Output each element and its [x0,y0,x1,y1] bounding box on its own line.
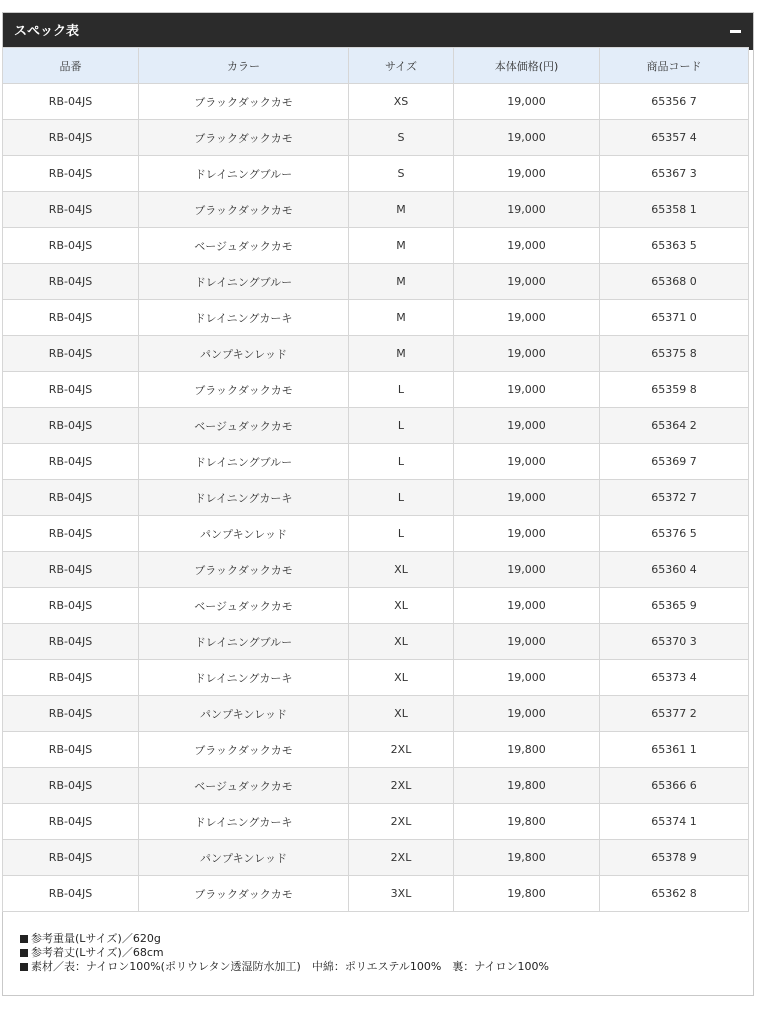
cell-price: 19,000 [454,696,600,732]
cell-size: L [349,408,454,444]
cell-size: 2XL [349,732,454,768]
bullet-square-icon [20,963,28,971]
cell-product-code: 65361 1 [600,732,749,768]
table-row [3,156,749,192]
cell-product-code: 65367 3 [600,156,749,192]
cell-size: XL [349,552,454,588]
cell-price: 19,000 [454,624,600,660]
cell-price: 19,000 [454,588,600,624]
cell-part-number: RB-04JS [3,876,139,912]
cell-part-number: RB-04JS [3,516,139,552]
table-row [3,228,749,264]
cell-color: ブラックダックカモ [139,732,349,768]
panel-header [3,13,753,50]
cell-part-number: RB-04JS [3,624,139,660]
cell-size: XL [349,588,454,624]
cell-part-number: RB-04JS [3,588,139,624]
cell-part-number: RB-04JS [3,192,139,228]
cell-part-number: RB-04JS [3,84,139,120]
cell-product-code: 65377 2 [600,696,749,732]
cell-size: M [349,336,454,372]
minus-icon[interactable] [730,30,741,33]
cell-color: ベージュダックカモ [139,408,349,444]
cell-product-code: 65375 8 [600,336,749,372]
cell-part-number: RB-04JS [3,156,139,192]
cell-size: XL [349,624,454,660]
cell-price: 19,000 [454,408,600,444]
cell-color: ブラックダックカモ [139,192,349,228]
cell-product-code: 65368 0 [600,264,749,300]
note-weight: 参考重量(Lサイズ)／620g [20,932,549,946]
cell-part-number: RB-04JS [3,444,139,480]
cell-product-code: 65363 5 [600,228,749,264]
cell-product-code: 65360 4 [600,552,749,588]
spec-notes [20,932,549,974]
cell-part-number: RB-04JS [3,804,139,840]
cell-size: L [349,444,454,480]
cell-price: 19,000 [454,156,600,192]
spec-table-wrap [2,47,748,912]
cell-color: ドレイニングブルー [139,624,349,660]
table-row [3,84,749,120]
cell-part-number: RB-04JS [3,768,139,804]
cell-price: 19,000 [454,372,600,408]
cell-product-code: 65376 5 [600,516,749,552]
cell-price: 19,000 [454,444,600,480]
cell-price: 19,000 [454,300,600,336]
cell-product-code: 65357 4 [600,120,749,156]
cell-color: ベージュダックカモ [139,228,349,264]
table-row [3,876,749,912]
table-row [3,120,749,156]
cell-color: ブラックダックカモ [139,120,349,156]
cell-color: ドレイニングカーキ [139,660,349,696]
cell-size: M [349,300,454,336]
cell-product-code: 65364 2 [600,408,749,444]
table-row [3,624,749,660]
table-row [3,768,749,804]
cell-part-number: RB-04JS [3,732,139,768]
table-row [3,696,749,732]
cell-color: ベージュダックカモ [139,588,349,624]
cell-size: L [349,480,454,516]
cell-size: 2XL [349,804,454,840]
cell-product-code: 65366 6 [600,768,749,804]
table-body [3,84,749,912]
panel-title: スペック表 [14,24,80,39]
table-row [3,336,749,372]
header-product-code: 商品コード [600,48,749,84]
header-part-number: 品番 [3,48,139,84]
cell-size: S [349,156,454,192]
cell-color: ブラックダックカモ [139,552,349,588]
cell-color: ドレイニングカーキ [139,804,349,840]
cell-price: 19,800 [454,876,600,912]
cell-color: パンプキンレッド [139,336,349,372]
table-row [3,408,749,444]
cell-size: L [349,516,454,552]
table-row [3,732,749,768]
note-material: 素材／表：ナイロン100%(ポリウレタン透湿防水加工) 中綿：ポリエステル100% 裏：ナイロン100% [20,960,549,974]
table-row [3,552,749,588]
cell-part-number: RB-04JS [3,336,139,372]
cell-size: M [349,228,454,264]
cell-product-code: 65365 9 [600,588,749,624]
cell-size: XL [349,660,454,696]
table-row [3,300,749,336]
cell-product-code: 65356 7 [600,84,749,120]
cell-price: 19,800 [454,768,600,804]
cell-size: M [349,264,454,300]
cell-size: L [349,372,454,408]
cell-size: M [349,192,454,228]
cell-part-number: RB-04JS [3,228,139,264]
cell-product-code: 65374 1 [600,804,749,840]
cell-price: 19,800 [454,840,600,876]
table-row [3,660,749,696]
cell-size: XS [349,84,454,120]
cell-price: 19,000 [454,192,600,228]
cell-part-number: RB-04JS [3,696,139,732]
bullet-square-icon [20,949,28,957]
cell-part-number: RB-04JS [3,552,139,588]
cell-size: 2XL [349,768,454,804]
cell-product-code: 65370 3 [600,624,749,660]
cell-product-code: 65358 1 [600,192,749,228]
table-row [3,264,749,300]
cell-price: 19,800 [454,804,600,840]
table-row [3,804,749,840]
cell-product-code: 65359 8 [600,372,749,408]
cell-color: パンプキンレッド [139,516,349,552]
cell-price: 19,000 [454,516,600,552]
cell-price: 19,000 [454,336,600,372]
cell-color: ドレイニングブルー [139,444,349,480]
cell-color: ドレイニングカーキ [139,300,349,336]
note-length: 参考着丈(Lサイズ)／68cm [20,946,549,960]
cell-part-number: RB-04JS [3,120,139,156]
cell-price: 19,000 [454,228,600,264]
cell-product-code: 65371 0 [600,300,749,336]
cell-part-number: RB-04JS [3,300,139,336]
cell-part-number: RB-04JS [3,372,139,408]
header-price: 本体価格(円) [454,48,600,84]
cell-color: ブラックダックカモ [139,84,349,120]
cell-color: ドレイニングブルー [139,264,349,300]
cell-price: 19,000 [454,264,600,300]
cell-price: 19,000 [454,84,600,120]
cell-part-number: RB-04JS [3,264,139,300]
table-row [3,444,749,480]
cell-part-number: RB-04JS [3,480,139,516]
spec-table [2,47,749,912]
cell-color: パンプキンレッド [139,696,349,732]
table-row [3,480,749,516]
cell-product-code: 65378 9 [600,840,749,876]
cell-price: 19,000 [454,552,600,588]
cell-price: 19,000 [454,660,600,696]
cell-product-code: 65362 8 [600,876,749,912]
table-header-row [3,48,749,84]
table-row [3,840,749,876]
cell-size: 2XL [349,840,454,876]
cell-part-number: RB-04JS [3,660,139,696]
header-color: カラー [139,48,349,84]
cell-part-number: RB-04JS [3,408,139,444]
table-row [3,192,749,228]
table-row [3,372,749,408]
cell-color: ドレイニングブルー [139,156,349,192]
cell-size: S [349,120,454,156]
cell-size: 3XL [349,876,454,912]
cell-part-number: RB-04JS [3,840,139,876]
cell-color: ドレイニングカーキ [139,480,349,516]
cell-color: ブラックダックカモ [139,876,349,912]
table-row [3,588,749,624]
cell-price: 19,000 [454,480,600,516]
cell-color: ブラックダックカモ [139,372,349,408]
cell-product-code: 65373 4 [600,660,749,696]
table-row [3,516,749,552]
header-size: サイズ [349,48,454,84]
cell-product-code: 65372 7 [600,480,749,516]
cell-color: ベージュダックカモ [139,768,349,804]
cell-color: パンプキンレッド [139,840,349,876]
cell-price: 19,800 [454,732,600,768]
bullet-square-icon [20,935,28,943]
cell-size: XL [349,696,454,732]
cell-price: 19,000 [454,120,600,156]
cell-product-code: 65369 7 [600,444,749,480]
